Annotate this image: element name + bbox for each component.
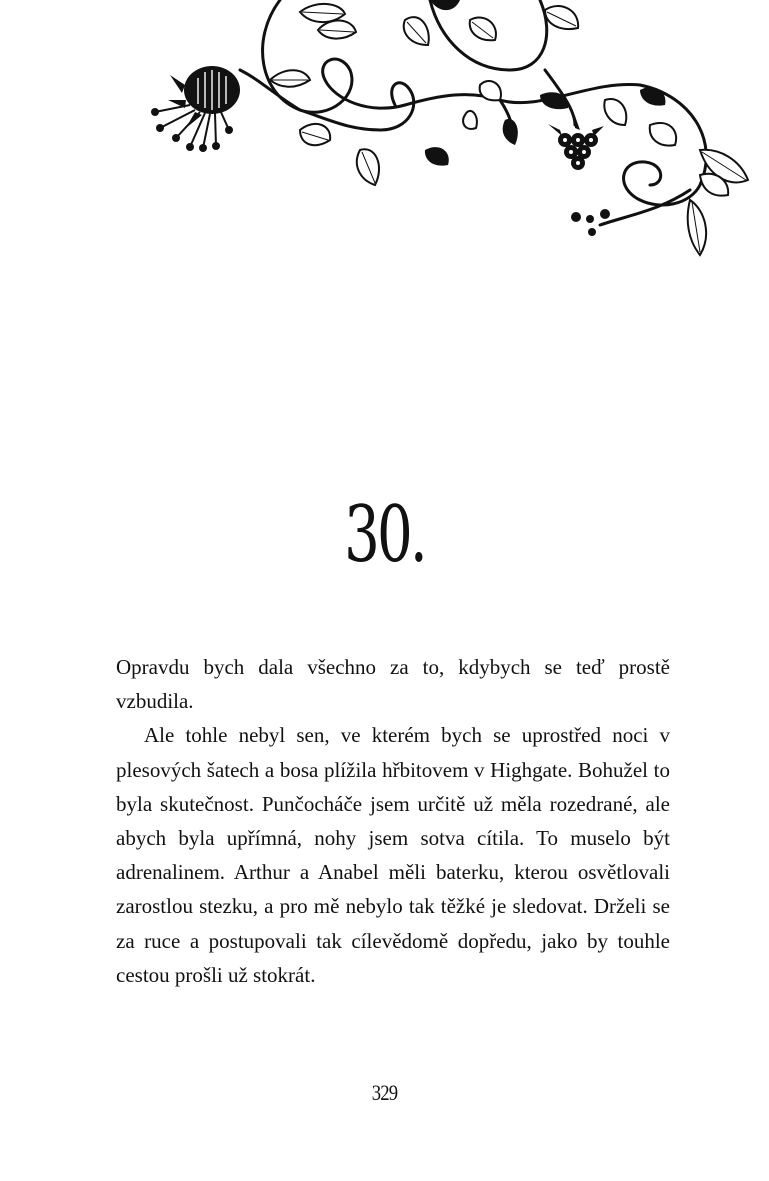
chapter-body (116, 650, 670, 992)
paragraph: Opravdu bych dala všechno za to, kdybych se teď prostě vzbudila. (116, 655, 670, 714)
chapter-number: 30. (344, 490, 425, 580)
paragraph: Ale tohle nebyl sen, ve kterém bych se uprostřed noci v plesových šatech a bosa plížila hřbitovem v Highgate. Bohužel to byla skutečnost. Punčocháče jsem určitě už měla rozedrané, ale abych byla upřímná, nohy jsem sotva cítila. To muselo být adrenalinem. Arthur a Anabel měli baterku, kterou osvětlovali zarostlou stezku, a pro mě nebylo tak těžké je sledovat. Drželi se za ruce a postupovali tak cílevědomě dopředu, jako by touhle cestou prošli už stokrát. (116, 723, 670, 987)
page-number: 329 (371, 1080, 398, 1105)
floral-vine-ornament-icon (0, 0, 769, 270)
